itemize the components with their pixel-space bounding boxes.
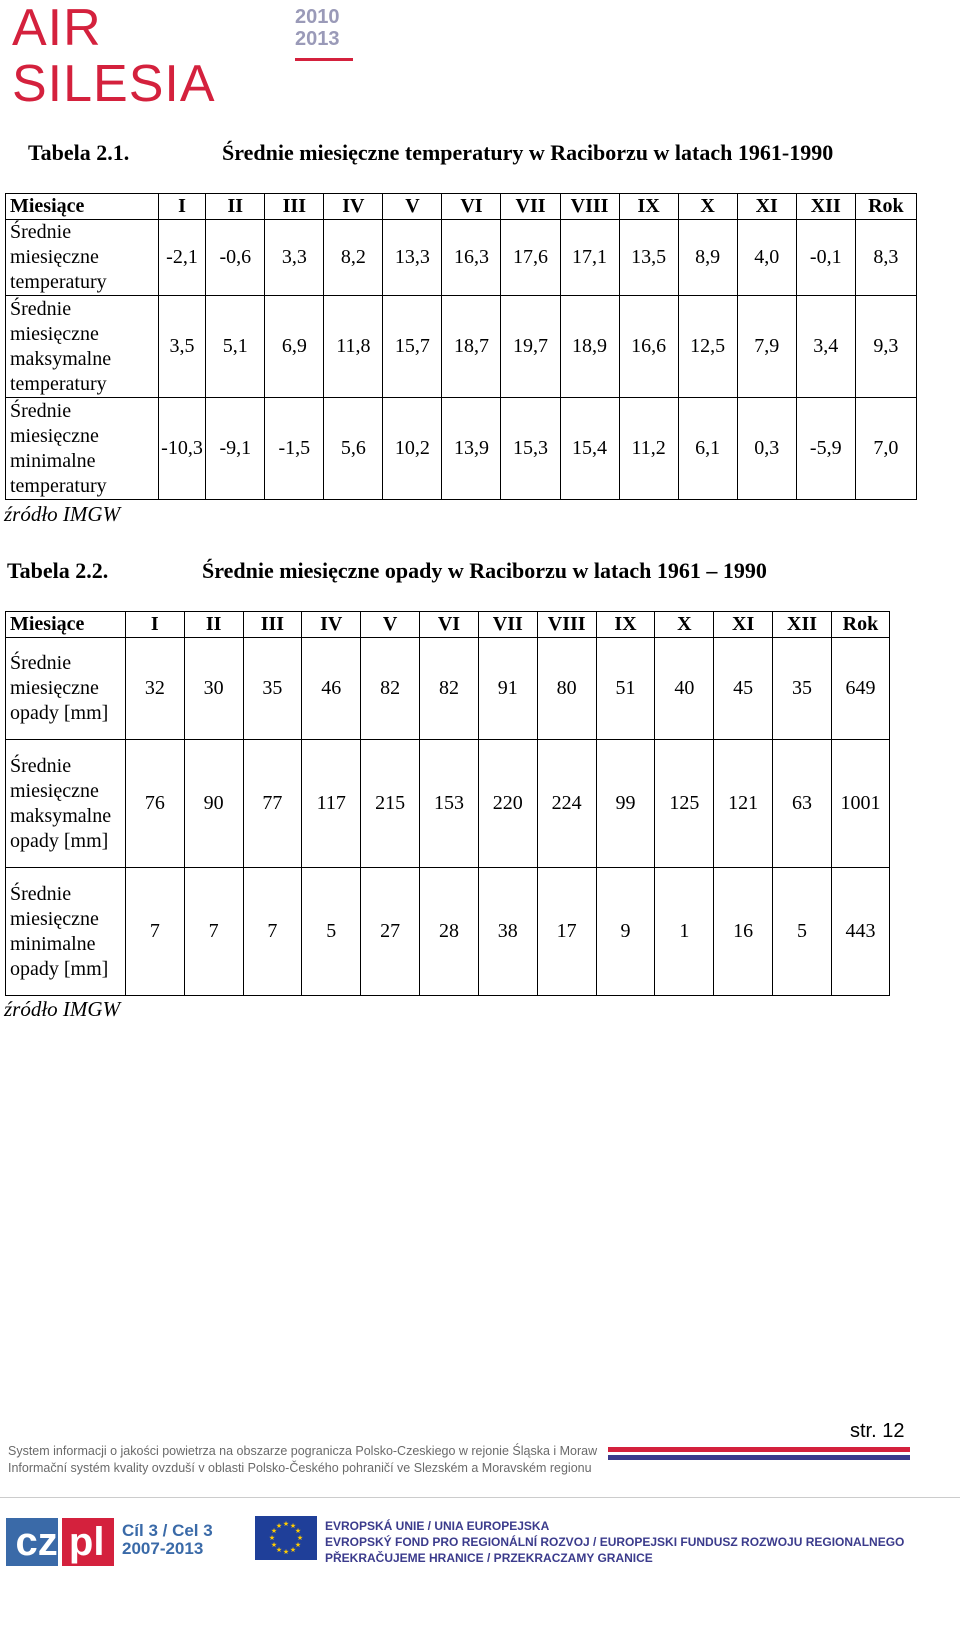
column-header: XII	[773, 612, 832, 638]
table-cell: 38	[478, 868, 537, 996]
table-cell: 35	[773, 638, 832, 740]
svg-text:★: ★	[296, 1534, 304, 1542]
footer-line-pl: System informacji o jakości powietrza na obszarze pogranicza Polsko-Czeskiego w rejonie Śląska i Moraw	[8, 1444, 598, 1458]
table-cell: 9,3	[855, 296, 916, 398]
table-cell: 51	[596, 638, 655, 740]
svg-text:★: ★	[275, 1546, 283, 1554]
table-cell: 13,9	[442, 398, 501, 500]
table-cell: 15,3	[501, 398, 560, 500]
table-cell: 17,1	[560, 220, 619, 296]
logo-wordmark: AIR SILESIA	[12, 0, 216, 113]
table-row	[6, 398, 917, 500]
footer-line-cz: Informační systém kvality ovzduší v oblasti Polsko-Českého pohraničí ve Slezském a Moravském regionu	[8, 1461, 592, 1475]
logo-year-start: 2010	[295, 6, 340, 28]
column-header: II	[206, 194, 265, 220]
page-number: str. 12	[850, 1420, 905, 1442]
table-cell: 443	[831, 868, 889, 996]
column-header: VI	[420, 612, 479, 638]
table-cell: 224	[537, 740, 596, 868]
table-row	[6, 220, 917, 296]
table-cell: 215	[361, 740, 420, 868]
svg-text:★: ★	[270, 1541, 278, 1549]
column-header: XI	[714, 612, 773, 638]
table-cell: -5,9	[796, 398, 855, 500]
column-header: VI	[442, 194, 501, 220]
table-cell: 18,9	[560, 296, 619, 398]
precipitation-table	[5, 611, 890, 996]
table-cell: 5	[302, 868, 361, 996]
table-cell: 17	[537, 868, 596, 996]
table-cell: 117	[302, 740, 361, 868]
table-cell: 82	[361, 638, 420, 740]
table-header-row	[6, 612, 890, 638]
svg-text:★: ★	[275, 1522, 283, 1530]
column-header: V	[383, 194, 442, 220]
table1-label: Tabela 2.1.	[28, 140, 130, 165]
table-cell: 7,0	[855, 398, 916, 500]
table-cell: 17,6	[501, 220, 560, 296]
table-cell: 0,3	[737, 398, 796, 500]
table-cell: 28	[420, 868, 479, 996]
table-cell: 7	[243, 868, 302, 996]
row-label: Średnie miesięczne minimalne temperatury	[6, 398, 159, 500]
table-cell: 80	[537, 638, 596, 740]
column-header: VII	[478, 612, 537, 638]
column-header: X	[678, 194, 737, 220]
row-label: Średnie miesięczne minimalne opady [mm]	[6, 868, 126, 996]
column-header: X	[655, 612, 714, 638]
table-cell: 125	[655, 740, 714, 868]
table-cell: 45	[714, 638, 773, 740]
table-cell: -0,6	[206, 220, 265, 296]
cil3-logo	[122, 1522, 213, 1558]
table-cell: -2,1	[158, 220, 206, 296]
svg-text:★: ★	[294, 1527, 302, 1535]
table2-source: źródło IMGW	[4, 997, 121, 1021]
footer-divider	[0, 1497, 960, 1498]
table-cell: 15,4	[560, 398, 619, 500]
table-cell: 8,9	[678, 220, 737, 296]
table-cell: 220	[478, 740, 537, 868]
column-header: Rok	[855, 194, 916, 220]
table-cell: -0,1	[796, 220, 855, 296]
column-header: I	[125, 612, 184, 638]
table-cell: 27	[361, 868, 420, 996]
table-cell: 30	[184, 638, 243, 740]
table-cell: 90	[184, 740, 243, 868]
svg-text:★: ★	[270, 1527, 278, 1535]
row-label: Średnie miesięczne maksymalne opady [mm]	[6, 740, 126, 868]
table-cell: 3,5	[158, 296, 206, 398]
cil3-line1: Cíl 3 / Cel 3	[122, 1521, 213, 1540]
table-cell: 3,3	[265, 220, 324, 296]
table-cell: 5,6	[324, 398, 383, 500]
table-cell: -1,5	[265, 398, 324, 500]
table-cell: 32	[125, 638, 184, 740]
table-cell: 18,7	[442, 296, 501, 398]
table-row	[6, 868, 890, 996]
table-cell: 99	[596, 740, 655, 868]
column-header: VII	[501, 194, 560, 220]
czpl-logo	[6, 1518, 114, 1568]
eu-line-3: PŘEKRAČUJEME HRANICE / PRZEKRACZAMY GRANICE	[325, 1551, 653, 1565]
table-cell: 91	[478, 638, 537, 740]
table-cell: 7	[125, 868, 184, 996]
column-header: III	[265, 194, 324, 220]
eu-flag-icon	[255, 1516, 317, 1560]
svg-text:★: ★	[289, 1522, 297, 1530]
logo-years	[295, 6, 355, 50]
table-cell: 8,3	[855, 220, 916, 296]
logo-year-end: 2013	[295, 28, 340, 50]
table-cell: 121	[714, 740, 773, 868]
column-header: III	[243, 612, 302, 638]
table-row	[6, 638, 890, 740]
table-cell: 13,5	[619, 220, 678, 296]
column-header: IV	[302, 612, 361, 638]
table2-label: Tabela 2.2.	[7, 558, 109, 583]
table-cell: 12,5	[678, 296, 737, 398]
svg-text:★: ★	[268, 1534, 276, 1542]
table-cell: 153	[420, 740, 479, 868]
svg-text:★: ★	[282, 1548, 290, 1556]
table-cell: 7	[184, 868, 243, 996]
cil3-line2: 2007-2013	[122, 1539, 204, 1558]
table-cell: 16	[714, 868, 773, 996]
table-cell: 11,2	[619, 398, 678, 500]
eu-line-1: EVROPSKÁ UNIE / UNIA EUROPEJSKA	[325, 1519, 550, 1533]
table-cell: 35	[243, 638, 302, 740]
table-cell: 13,3	[383, 220, 442, 296]
table-header-row	[6, 194, 917, 220]
table-row	[6, 740, 890, 868]
table-cell: 6,1	[678, 398, 737, 500]
table-cell: 46	[302, 638, 361, 740]
table-cell: 9	[596, 868, 655, 996]
table-cell: 11,8	[324, 296, 383, 398]
table-cell: 82	[420, 638, 479, 740]
column-header: Rok	[831, 612, 889, 638]
table-cell: 5,1	[206, 296, 265, 398]
table-cell: 3,4	[796, 296, 855, 398]
row-label: Średnie miesięczne maksymalne temperatury	[6, 296, 159, 398]
svg-text:★: ★	[282, 1520, 290, 1528]
table-row	[6, 296, 917, 398]
table-cell: 40	[655, 638, 714, 740]
column-header: IX	[619, 194, 678, 220]
table-cell: 5	[773, 868, 832, 996]
table-cell: 16,3	[442, 220, 501, 296]
table-cell: 19,7	[501, 296, 560, 398]
table-cell: 77	[243, 740, 302, 868]
table-cell: 76	[125, 740, 184, 868]
column-header-months: Miesiące	[6, 194, 159, 220]
column-header: VIII	[560, 194, 619, 220]
svg-text:★: ★	[289, 1546, 297, 1554]
table-cell: 1001	[831, 740, 889, 868]
eu-line-2: EVROPSKÝ FOND PRO REGIONÁLNÍ ROZVOJ / EUROPEJSKI FUNDUSZ ROZWOJU REGIONALNEGO	[325, 1535, 905, 1549]
czpl-logo-text: cz pl	[15, 1520, 105, 1564]
table-cell: 649	[831, 638, 889, 740]
svg-text:★: ★	[294, 1541, 302, 1549]
table-cell: 15,7	[383, 296, 442, 398]
logo-underline	[295, 58, 353, 61]
table-cell: 8,2	[324, 220, 383, 296]
column-header: I	[158, 194, 206, 220]
column-header: IX	[596, 612, 655, 638]
table-cell: -10,3	[158, 398, 206, 500]
footer-blue-stripe	[608, 1455, 910, 1460]
column-header: VIII	[537, 612, 596, 638]
table-cell: 6,9	[265, 296, 324, 398]
table1-title: Średnie miesięczne temperatury w Raciborzu w latach 1961-1990	[222, 140, 834, 165]
table-cell: 7,9	[737, 296, 796, 398]
column-header-months: Miesiące	[6, 612, 126, 638]
row-label: Średnie miesięczne temperatury	[6, 220, 159, 296]
table1-source: źródło IMGW	[4, 502, 121, 526]
footer-red-stripe	[608, 1447, 910, 1452]
column-header: II	[184, 612, 243, 638]
column-header: XII	[796, 194, 855, 220]
column-header: IV	[324, 194, 383, 220]
table-cell: 16,6	[619, 296, 678, 398]
column-header: V	[361, 612, 420, 638]
table-cell: 63	[773, 740, 832, 868]
table-cell: -9,1	[206, 398, 265, 500]
table2-title: Średnie miesięczne opady w Raciborzu w latach 1961 – 1990	[202, 558, 767, 583]
table-cell: 1	[655, 868, 714, 996]
table-cell: 4,0	[737, 220, 796, 296]
column-header: XI	[737, 194, 796, 220]
temperature-table	[5, 193, 917, 500]
table-cell: 10,2	[383, 398, 442, 500]
row-label: Średnie miesięczne opady [mm]	[6, 638, 126, 740]
